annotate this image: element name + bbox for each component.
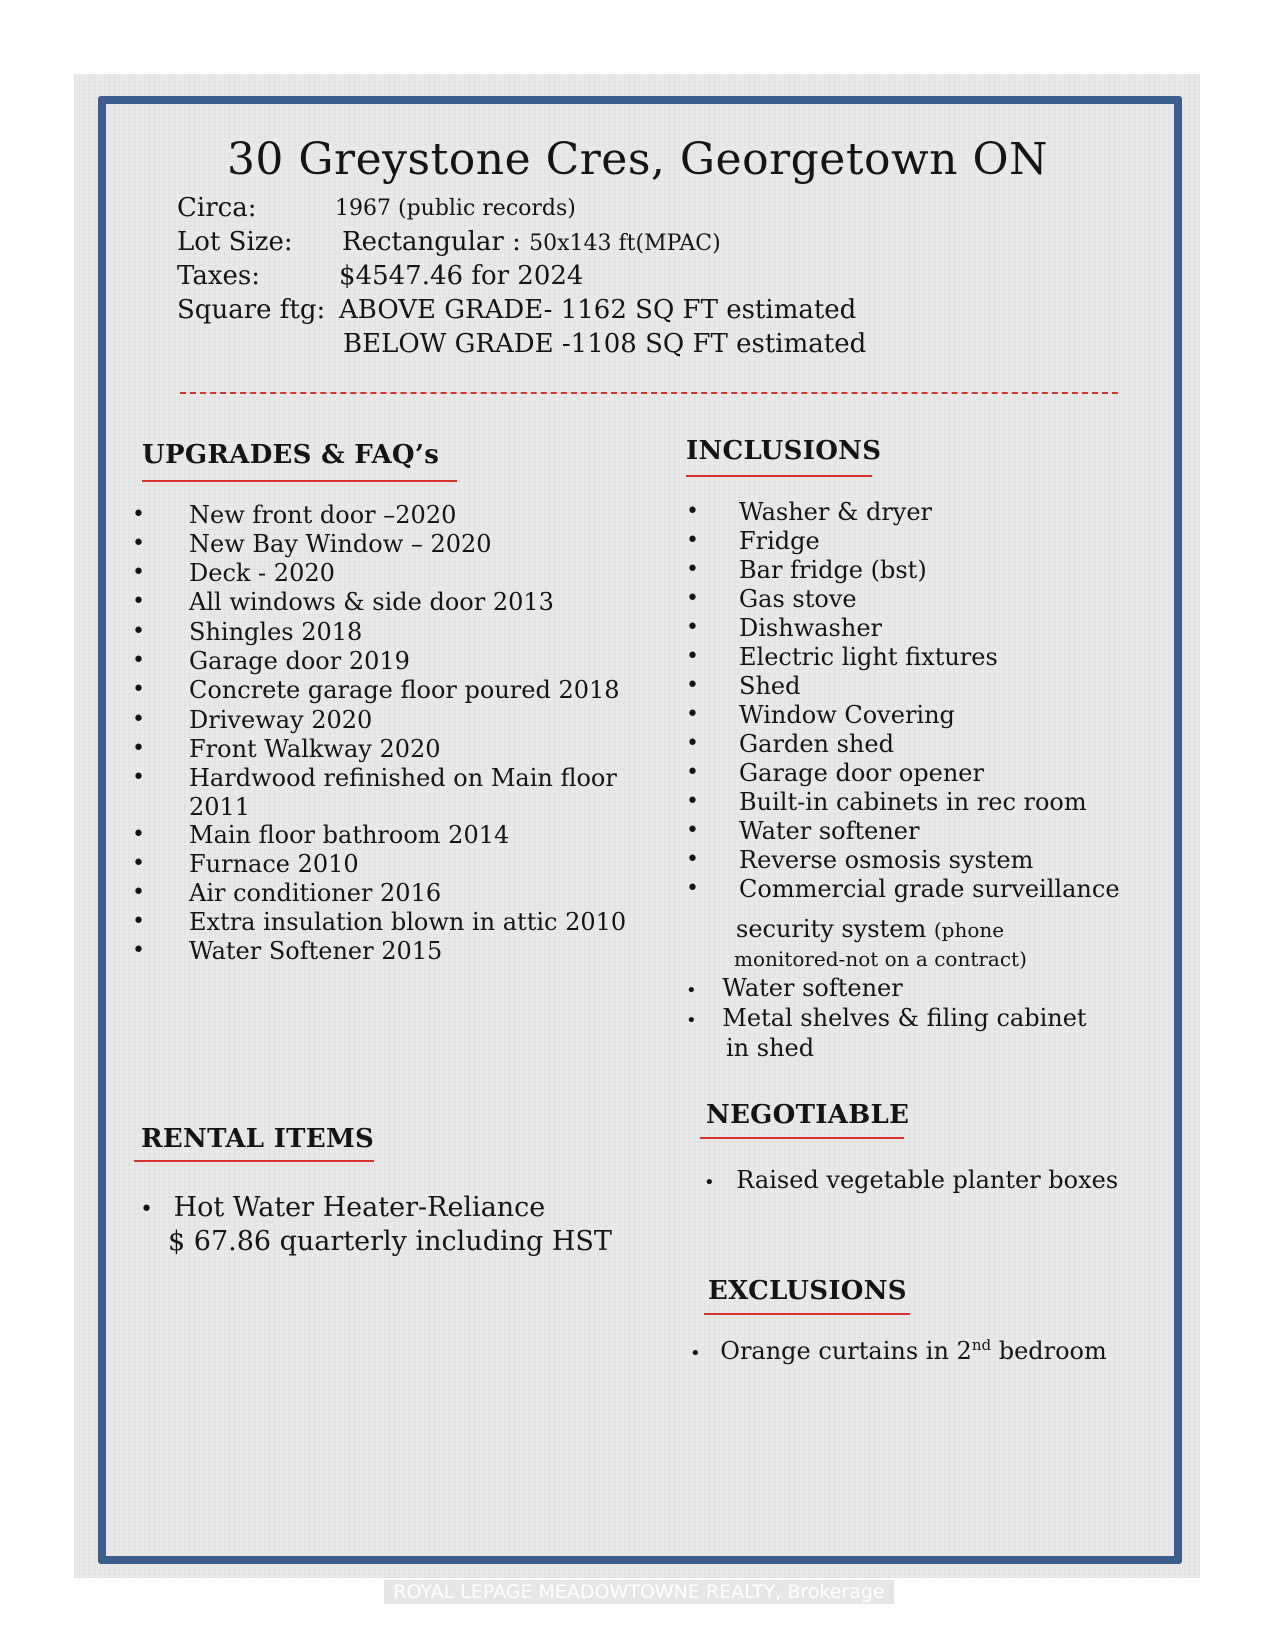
bullet: • [690, 1343, 701, 1364]
brokerage-footer: ROYAL LEPAGE MEADOWTOWNE REALTY, Brokerage [384, 1580, 894, 1604]
bullet: • [686, 499, 699, 524]
page-title: 30 Greystone Cres, Georgetown ON [226, 134, 1049, 185]
bullet: • [704, 1172, 715, 1193]
list-item-text: Air conditioner 2016 [189, 879, 442, 907]
list-item-text: Deck - 2020 [189, 559, 335, 587]
bullet: • [686, 847, 699, 872]
list-item-text: Reverse osmosis system [739, 846, 1034, 874]
bullet: • [686, 586, 699, 611]
bullet: • [132, 707, 145, 732]
taxes-value: $4547.46 for 2024 [339, 261, 584, 291]
list-item-text: Shingles 2018 [189, 618, 363, 646]
inclusion-continued-1 [736, 915, 1004, 943]
list-item [132, 705, 652, 734]
list-item-text: Dishwasher [739, 614, 882, 642]
lot-size-dimensions: 50x143 ft(MPAC) [529, 231, 721, 256]
list-item-text: Commercial grade surveillance [739, 875, 1120, 903]
list-item-text: Garage door 2019 [189, 647, 410, 675]
list-item [686, 526, 1146, 555]
list-item [686, 729, 1146, 758]
list-item-text: All windows & side door 2013 [189, 588, 554, 616]
negotiable-item [704, 1166, 1118, 1194]
list-item-text: Shed [739, 672, 801, 700]
inclusion-continued-1-text: security system [736, 915, 927, 943]
list-item [132, 675, 652, 705]
inclusions-heading: INCLUSIONS [686, 436, 882, 466]
inclusions-list [686, 497, 1146, 903]
list-item [132, 907, 652, 936]
list-item [132, 617, 652, 646]
list-item [132, 529, 652, 558]
bullet: • [132, 619, 145, 644]
sqft-below-grade: BELOW GRADE -1108 SQ FT estimated [343, 329, 867, 359]
bullet: • [686, 731, 699, 756]
bullet: • [132, 765, 145, 790]
rental-heading: RENTAL ITEMS [141, 1124, 375, 1154]
sqft-above-grade: ABOVE GRADE- 1162 SQ FT estimated [339, 295, 857, 325]
list-item-text: Garage door opener [739, 759, 984, 787]
negotiable-item-text: Raised vegetable planter boxes [736, 1166, 1119, 1194]
list-item-text: Gas stove [739, 585, 857, 613]
bullet: • [132, 822, 145, 847]
negotiable-heading: NEGOTIABLE [706, 1100, 910, 1130]
list-item [132, 878, 652, 907]
list-item-text: Window Covering [739, 701, 955, 729]
inclusions-underline [686, 475, 872, 477]
list-item-text: Hardwood refinished on Main floor [189, 764, 617, 792]
bullet: • [686, 789, 699, 814]
rental-item [140, 1192, 545, 1223]
list-item [686, 758, 1146, 787]
taxes-label: Taxes: [177, 261, 260, 291]
bullet: • [132, 560, 145, 585]
rental-item-line2: $ 67.86 quarterly including HST [168, 1226, 612, 1257]
exclusion-item-text [720, 1337, 1107, 1365]
bullet: • [686, 557, 699, 582]
list-item [132, 558, 652, 587]
list-item [686, 845, 1146, 874]
bullet: • [686, 876, 699, 901]
bullet: • [132, 938, 145, 963]
circa-value: 1967 (public records) [335, 196, 576, 221]
list-item [132, 646, 652, 675]
bullet: • [132, 648, 145, 673]
list-item-text: Bar fridge (bst) [739, 556, 927, 584]
negotiable-underline [700, 1137, 904, 1139]
bullet: • [132, 502, 145, 527]
exclusions-underline [704, 1313, 910, 1315]
lot-size-value [342, 227, 721, 257]
list-item-text: Water Softener 2015 [189, 937, 443, 965]
inclusion-continued-1-small: (phone [933, 918, 1005, 942]
list-item-text: Washer & dryer [739, 498, 933, 526]
inclusion-extra-2-continued: in shed [726, 1034, 815, 1062]
bullet: • [132, 880, 145, 905]
list-item [686, 613, 1146, 642]
sqft-label: Square ftg: [177, 295, 326, 325]
info-taxes [177, 261, 877, 293]
bullet: • [686, 644, 699, 669]
list-item-text: Front Walkway 2020 [189, 735, 441, 763]
bullet: • [686, 528, 699, 553]
info-square-footage [177, 295, 937, 365]
inclusion-extra-water-softener [686, 974, 903, 1002]
list-item [686, 787, 1146, 816]
info-circa [177, 193, 877, 225]
bullet: • [686, 818, 699, 843]
inclusion-extra-1-text: Water softener [722, 974, 903, 1002]
list-item-text: Furnace 2010 [189, 850, 359, 878]
bullet: • [686, 673, 699, 698]
list-item [132, 763, 652, 792]
list-item-text: 2011 [189, 793, 251, 821]
list-item-text: Garden shed [739, 730, 894, 758]
exclusion-text-after: bedroom [991, 1337, 1107, 1365]
inclusion-continued-2: monitored-not on a contract) [734, 947, 1027, 971]
info-lot-size [177, 227, 877, 259]
list-item [132, 587, 652, 617]
upgrades-list [132, 500, 652, 965]
bullet: • [686, 760, 699, 785]
list-item [132, 936, 652, 965]
bullet: • [132, 909, 145, 934]
lot-size-label: Lot Size: [177, 227, 293, 257]
list-item [686, 555, 1146, 584]
list-item-text: New front door –2020 [189, 501, 457, 529]
rental-item-line1: Hot Water Heater-Reliance [173, 1192, 546, 1223]
upgrades-heading: UPGRADES & FAQ’s [142, 440, 440, 470]
list-item [132, 820, 652, 849]
bullet: • [686, 615, 699, 640]
list-item-text: Main floor bathroom 2014 [189, 821, 510, 849]
bullet: • [132, 531, 145, 556]
inclusion-extra-2-text: Metal shelves & filing cabinet [722, 1004, 1087, 1032]
list-item [686, 671, 1146, 700]
inclusion-extra-metal-shelves [686, 1004, 1087, 1032]
bullet: • [132, 736, 145, 761]
list-item [132, 792, 652, 820]
bullet: • [132, 589, 145, 614]
list-item [686, 642, 1146, 671]
list-item [686, 874, 1146, 903]
list-item-text: Driveway 2020 [189, 706, 373, 734]
section-divider [180, 392, 1118, 394]
list-item-text: Built-in cabinets in rec room [739, 788, 1087, 816]
lot-size-shape: Rectangular : [342, 227, 521, 257]
list-item-text: Water softener [739, 817, 920, 845]
upgrades-underline [142, 480, 457, 482]
bullet: • [686, 980, 697, 1001]
list-item-text: Concrete garage floor poured 2018 [189, 676, 620, 704]
rental-underline [134, 1160, 374, 1162]
bullet: • [140, 1197, 153, 1222]
list-item-text: Extra insulation blown in attic 2010 [189, 908, 627, 936]
list-item [686, 497, 1146, 526]
bullet: • [132, 851, 145, 876]
bullet: • [686, 702, 699, 727]
list-item [132, 734, 652, 763]
list-item-text: Fridge [739, 527, 820, 555]
exclusions-heading: EXCLUSIONS [708, 1276, 907, 1306]
list-item [686, 816, 1146, 845]
list-item [686, 700, 1146, 729]
list-item [132, 500, 652, 529]
list-item [132, 849, 652, 878]
circa-label: Circa: [177, 193, 257, 223]
list-item-text: New Bay Window – 2020 [189, 530, 492, 558]
exclusion-text-superscript: nd [971, 1336, 992, 1354]
list-item-text: Electric light fixtures [739, 643, 998, 671]
bullet: • [132, 677, 145, 702]
exclusion-item [690, 1336, 1107, 1365]
exclusion-text-before: Orange curtains in 2 [720, 1337, 972, 1365]
bullet: • [686, 1010, 697, 1031]
list-item [686, 584, 1146, 613]
